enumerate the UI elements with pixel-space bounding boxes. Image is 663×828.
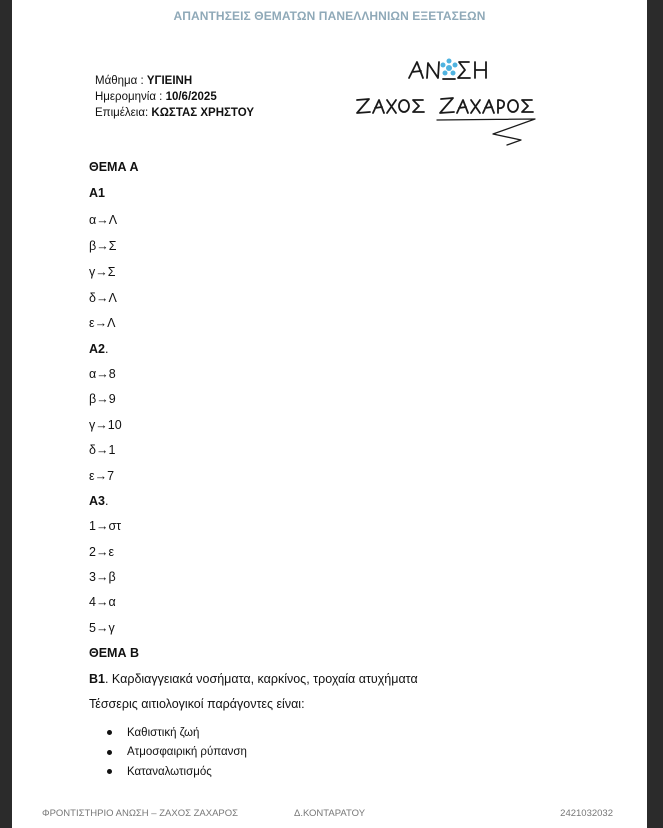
factor-text: Ατμοσφαιρική ρύπανση: [127, 746, 247, 759]
exam-meta: [95, 73, 254, 121]
footer-left: ΦΡΟΝΤΙΣΤΗΡΙΟ ΑΝΩΣΗ – ΖΑΧΟΣ ΖΑΧΑΡΟΣ: [42, 808, 239, 819]
b1-text: . Καρδιαγγειακά νοσήματα, καρκίνος, τροχαία ατυχήματα: [104, 672, 418, 686]
a2-label: Α2: [89, 342, 105, 356]
a2-answer: α→8: [89, 367, 116, 381]
bullet-icon: [107, 769, 112, 774]
a3-answer: 2→ε: [89, 545, 115, 559]
brand-logo: [337, 52, 537, 152]
editor-label: Επιμέλεια:: [95, 107, 152, 119]
bullet-icon: [107, 750, 112, 755]
date-value: 10/6/2025: [165, 91, 217, 103]
factors-intro: Τέσσερις αιτιολογικοί παράγοντες είναι:: [89, 697, 305, 711]
a1-answer: ε→Λ: [89, 316, 116, 330]
a2-answer: β→9: [89, 392, 116, 406]
list-item: [107, 743, 247, 763]
a3-suffix: .: [104, 494, 109, 508]
a1-label: Α1: [89, 186, 105, 200]
a2-answer: ε→7: [89, 469, 115, 483]
a2-answer: δ→1: [89, 443, 116, 457]
list-item: [107, 723, 247, 743]
subject-label: Μάθημα :: [95, 75, 147, 87]
factors-list: [107, 723, 247, 782]
a3-heading: [89, 494, 108, 508]
list-item: [107, 762, 247, 782]
factor-text: Καταναλωτισμός: [127, 765, 212, 778]
footer-right: 2421032032: [560, 808, 613, 819]
page-header-title: ΑΠΑΝΤΗΣΕΙΣ ΘΕΜΑΤΩΝ ΠΑΝΕΛΛΗΝΙΩΝ ΕΞΕΤΑΣΕΩΝ: [173, 9, 486, 23]
a1-answer: δ→Λ: [89, 291, 117, 305]
theme-b-title: ΘΕΜΑ Β: [89, 646, 139, 660]
b1-label: Β1: [89, 672, 105, 686]
a2-heading: [89, 342, 108, 356]
date-label: Ημερομηνία :: [95, 91, 166, 103]
a3-answer: 4→α: [89, 595, 116, 609]
a3-answer: 3→β: [89, 570, 116, 584]
flower-icon: [441, 59, 458, 76]
a2-suffix: .: [104, 342, 109, 356]
factor-text: Καθιστική ζωή: [127, 726, 200, 739]
footer-center: Δ.ΚΟΝΤΑΡΑΤΟΥ: [294, 808, 366, 819]
date-row: [95, 89, 254, 105]
subject-value: ΥΓΙΕΙΝΗ: [146, 75, 193, 87]
a1-answer: α→Λ: [89, 213, 118, 227]
a3-answer: 5→γ: [89, 621, 115, 635]
editor-value: ΚΩΣΤΑΣ ΧΡΗΣΤΟΥ: [151, 107, 255, 119]
theme-a-title: ΘΕΜΑ Α: [89, 160, 139, 174]
subject-row: [95, 73, 254, 89]
a1-answer: β→Σ: [89, 239, 117, 253]
a3-answer: 1→στ: [89, 519, 122, 533]
bullet-icon: [107, 730, 112, 735]
a1-answer: γ→Σ: [89, 265, 116, 279]
a3-label: Α3: [89, 494, 105, 508]
document-page: [12, 0, 647, 828]
a2-answer: γ→10: [89, 418, 122, 432]
b1-answer: [89, 672, 418, 686]
editor-row: [95, 105, 254, 121]
